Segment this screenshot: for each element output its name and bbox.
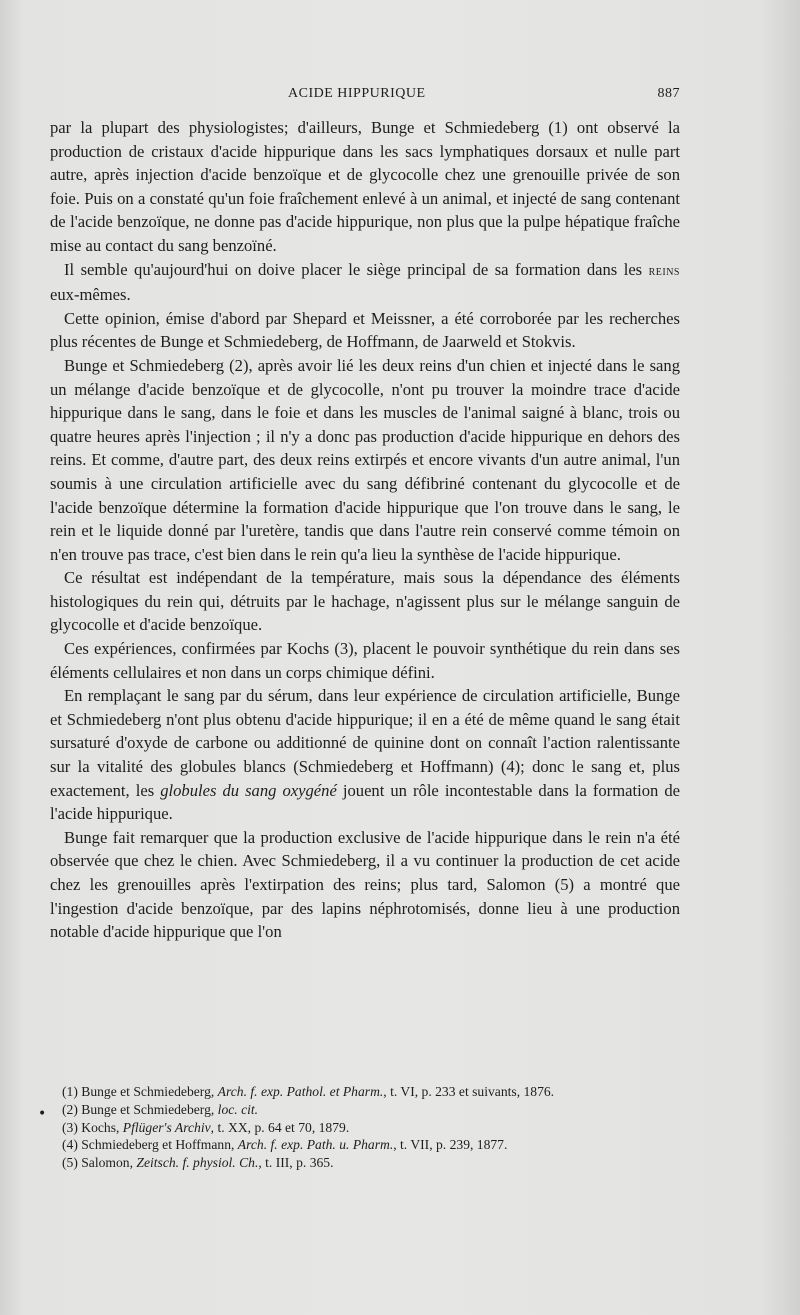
footnote-5: (5) Salomon, Zeitsch. f. physiol. Ch., t. III, p. 365. (62, 1155, 334, 1171)
paragraph-2: Il semble qu'aujourd'hui on doive placer le siège principal de sa formation dans les reins eux-mêmes. (50, 259, 680, 305)
paragraph-8: Bunge fait remarquer que la production exclusive de l'acide hippurique dans le rein n'a été observée que chez le chien. Avec Schmiedeberg, il a vu continuer la production de cet acide chez les grenouilles après l'extirpation des reins; plus tard, Salomon (5) a montré que l'ingestion d'acide benzoïque, par des lapins néphrotomisés, donne lieu à une production notable d'acide hippurique que l'on (50, 827, 680, 942)
small-caps-term: reins (648, 262, 680, 279)
footnote-1: (1) Bunge et Schmiedeberg, Arch. f. exp. Pathol. et Pharm., t. VI, p. 233 et suivants, 1876. (62, 1084, 555, 1099)
italic-term: globules du sang oxygéné (160, 780, 337, 800)
paragraph-4: Bunge et Schmiedeberg (2), après avoir lié les deux reins d'un chien et injecté dans le sang un mélange d'acide benzoïque et de glycocolle, n'ont pu trouver la moindre trace d'acide hippurique dans le sang, dans le foie et dans les muscles de l'animal saigné à blanc, trois ou quatre heures après l'injection ; il n'y a donc pas production d'acide hippurique en dehors des reins. Et comme, d'autre part, des deux reins extirpés et encore vivants d'un autre animal, l'un soumis à une circulation artificielle avec du sang défibriné contenant du glycocolle et de l'acide benzoïque détermine la formation d'acide hippurique que l'on trouve dans le sang, le rein et le liquide donné par l'uretère, tandis que dans l'autre rein conservé comme témoin on n'en trouve pas trace, c'est bien dans le rein qu'a lieu la synthèse de l'acide hippurique. (50, 355, 680, 564)
paragraph-3: Cette opinion, émise d'abord par Shepard et Meissner, a été corroborée par les recherches plus récentes de Bunge et Schmiedeberg, de Hoffmann, de Jaarweld et Stokvis. (50, 308, 680, 352)
footnote-3: (3) Kochs, Pflüger's Archiv, t. XX, p. 64 et 70, 1879. (62, 1119, 350, 1135)
paragraph-7: En remplaçant le sang par du sérum, dans leur expérience de circulation artificielle, Bunge et Schmiedeberg n'ont plus obtenu d'acide hippurique; il en a été de même quand le sang était sursaturé d'oxyde de carbone ou additionné de quinine dont on connaît l'action ralentissante sur la vitalité des globules blancs (Schmiedeberg et Hoffmann) (4); donc le sang et, plus exactement, les globules du sang oxygéné jouent un rôle incontestable dans la formation de l'acide hippurique. (50, 686, 680, 824)
running-header (50, 86, 680, 108)
page-number: 887 (657, 86, 680, 101)
footnote-2: (2) Bunge et Schmiedeberg, loc. cit. (62, 1101, 259, 1117)
footnote-4: (4) Schmiedeberg et Hoffmann, Arch. f. exp. Path. u. Pharm., t. VII, p. 239, 1877. (62, 1137, 508, 1153)
paragraph-1: par la plupart des physiologistes; d'ailleurs, Bunge et Schmiedeberg (1) ont observé la production de cristaux d'acide hippurique dans les sacs lymphatiques dorsaux et nulle part autre, après injection d'acide benzoïque et de glycocolle chez une grenouille privée de son foie. Puis on a constaté qu'un foie fraîchement enlevé à un animal, et injecté de sang contenant de l'acide benzoïque, ne donne pas d'acide hippurique, non plus que la pulpe hépatique fraîche mise au contact du sang benzoïné. (50, 118, 680, 255)
body-text (50, 116, 680, 944)
margin-mark: • (38, 1106, 47, 1122)
running-title: ACIDE HIPPURIQUE (288, 86, 426, 101)
paragraph-5: Ce résultat est indépendant de la température, mais sous la dépendance des éléments histologiques du rein qui, détruits par le hachage, n'agissent plus sur le mélange sanguin de glycocolle et d'acide benzoïque. (50, 568, 680, 635)
footnotes (62, 1083, 692, 1172)
paragraph-6: Ces expériences, confirmées par Kochs (3), placent le pouvoir synthétique du rein dans ses éléments cellulaires et non dans un corps chimique défini. (50, 639, 680, 682)
